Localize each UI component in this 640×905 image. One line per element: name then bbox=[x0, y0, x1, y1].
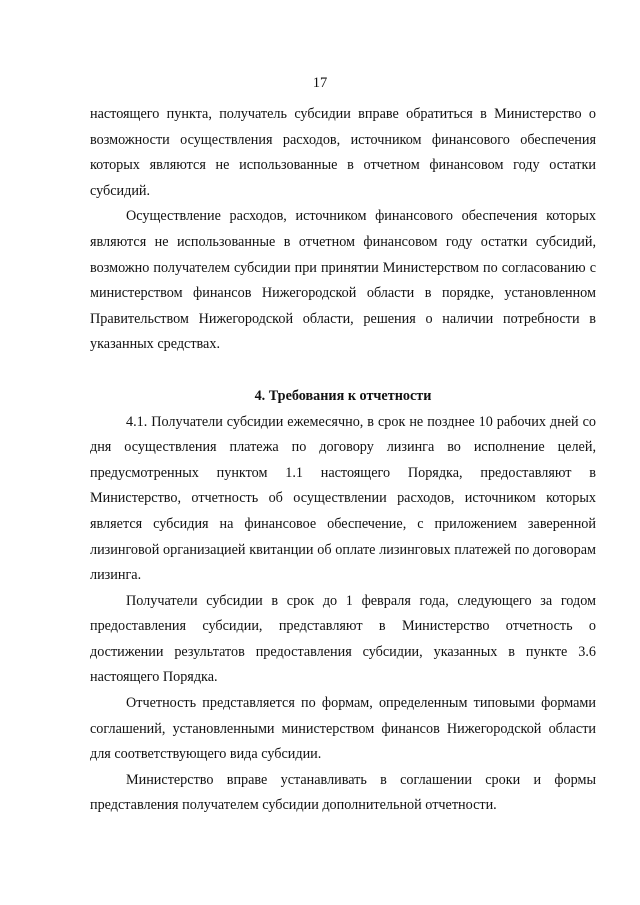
paragraph-expenditure: Осуществление расходов, источником финансового обеспечения которых являются не использованные в отчетном финансовом году остатки субсидий, возможно получателем субсидии при принятии Министерством по согласованию с министерством финансов Нижегородской области в порядке, установленном Правительством Нижегородской области, решения о наличии потребности в указанных средствах. bbox=[90, 208, 596, 353]
paragraph-4-1: 4.1. Получатели субсидии ежемесячно, в срок не позднее 10 рабочих дней со дня осуществления платежа по договору лизинга во исполнение целей, предусмотренных пунктом 1.1 настоящего Порядка, предоставляют в Министерство, отчетность об осуществлении расходов, источником которых является субсидия на финансовое обеспечение, с приложением заверенной лизинговой организацией квитанции об оплате лизинговых платежей по договорам лизинга. bbox=[90, 413, 596, 584]
section-heading: 4. Требования к отчетности bbox=[254, 387, 432, 404]
paragraph-continuation: настоящего пункта, получатель субсидии вправе обратиться в Министерство о возможности осуществления расходов, источником финансового обеспечения которых являются не использованные в отчетном финансовом году остатки субсидий. bbox=[90, 106, 596, 199]
document-body bbox=[90, 102, 596, 819]
paragraph-report-forms: Отчетность представляется по формам, определенным типовыми формами соглашений, установленными министерством финансов Нижегородской области для соответствующего вида субсидии. bbox=[90, 695, 596, 763]
paragraph-annual-report: Получатели субсидии в срок до 1 февраля года, следующего за годом предоставления субсидии, представляют в Министерство отчетность о достижении результатов предоставления субсидии, указанных в пункте 3.6 настоящего Порядка. bbox=[90, 592, 596, 686]
paragraph-additional-reporting: Министерство вправе устанавливать в соглашении сроки и формы представления получателем субсидии дополнительной отчетности. bbox=[90, 771, 596, 814]
page-number: 17 bbox=[312, 75, 328, 91]
